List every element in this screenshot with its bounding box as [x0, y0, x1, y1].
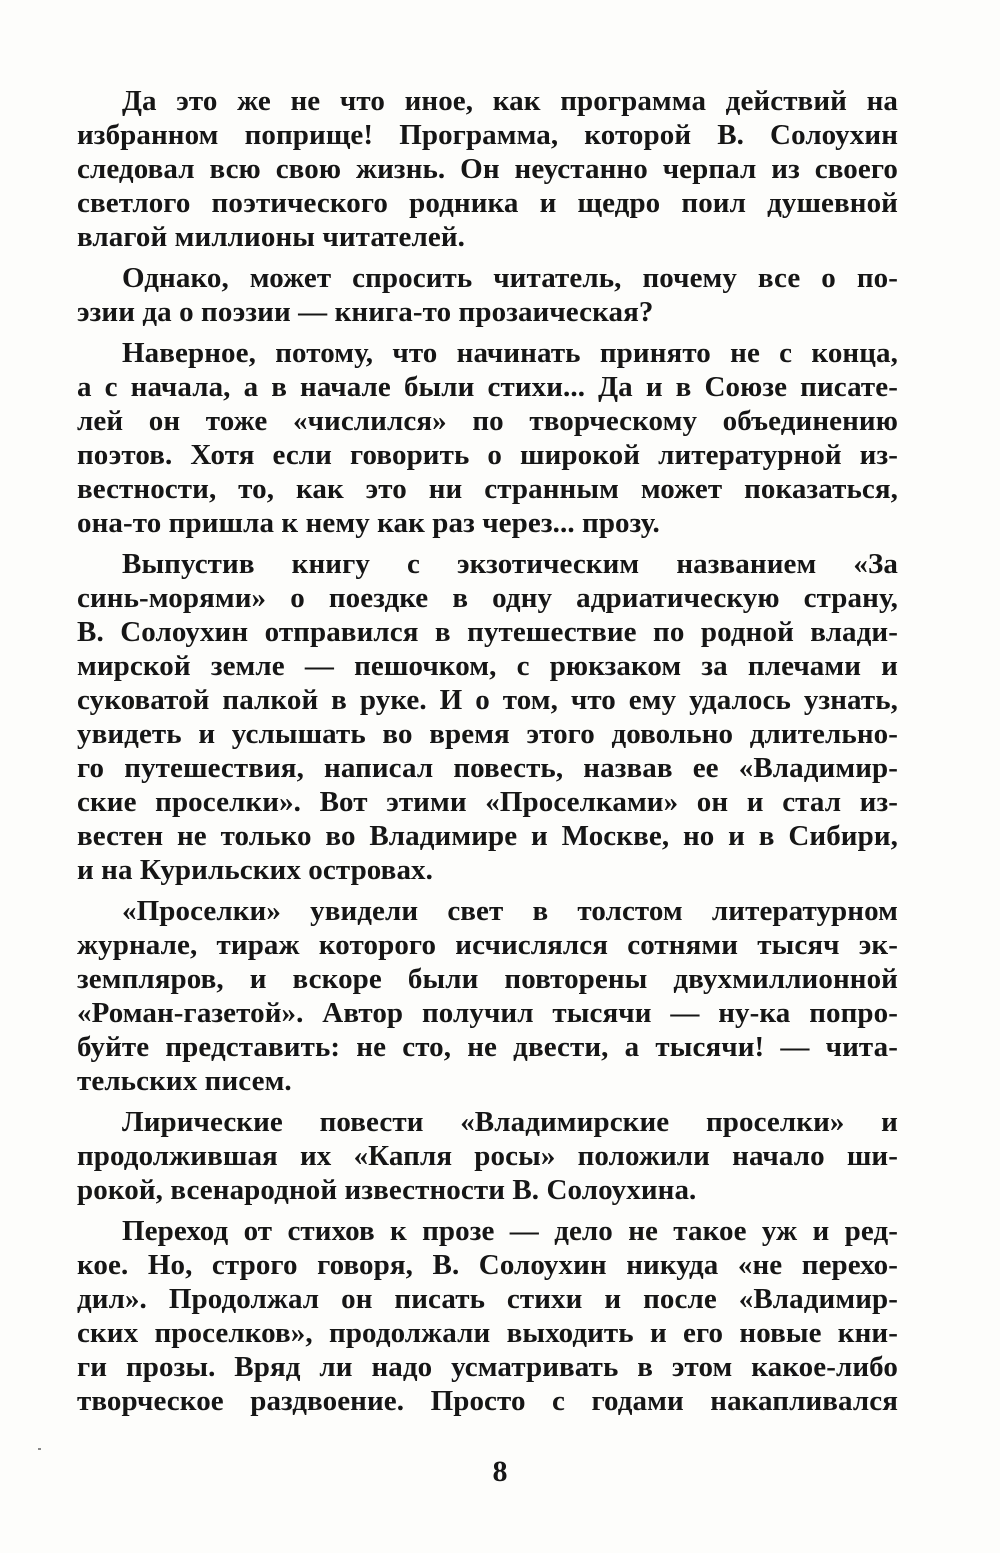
text-line: кое. Но, строго говоря, В. Солоухин никуда «не перехо-: [77, 1249, 898, 1281]
paragraph: [77, 547, 898, 887]
text-line: она-то пришла к нему как раз через... прозу.: [77, 507, 660, 539]
text-line: рокой, всенародной известности В. Солоухина.: [77, 1174, 697, 1206]
text-line: влагой миллионы читателей.: [77, 221, 465, 253]
text-line: светлого поэтического родника и щедро поил душевной: [77, 187, 898, 219]
text-line: Наверное, потому, что начинать принято не с конца,: [122, 337, 898, 369]
text-line: избранном поприще! Программа, которой В. Солоухин: [77, 119, 898, 151]
text-line: Лирические повести «Владимирские проселки» и: [122, 1106, 898, 1138]
paragraph: [77, 84, 898, 254]
text-line: творческое раздвоение. Просто с годами накапливался: [77, 1385, 898, 1417]
text-line: мирской земле — пешочком, с рюкзаком за плечами и: [77, 650, 898, 682]
text-line: ские проселки». Вот этими «Проселками» он и стал из-: [77, 786, 898, 818]
paragraph: [77, 1214, 898, 1418]
text-line: суковатой палкой в руке. И о том, что ему удалось узнать,: [77, 684, 898, 716]
text-line: эзии да о поэзии — книга-то прозаическая?: [77, 296, 654, 328]
paragraph: [77, 1105, 898, 1207]
text-line: В. Солоухин отправился в путешествие по родной влади-: [77, 616, 898, 648]
text-line: дил». Продолжал он писать стихи и после «Владимир-: [77, 1283, 898, 1315]
text-line: «Проселки» увидели свет в толстом литературном: [122, 895, 898, 927]
text-line: ги прозы. Вряд ли надо усматривать в этом какое-либо: [77, 1351, 898, 1383]
text-line: продолжившая их «Капля росы» положили начало ши-: [77, 1140, 898, 1172]
text-line: «Роман-газетой». Автор получил тысячи — ну-ка попро-: [77, 997, 898, 1029]
scan-speck: [38, 1448, 41, 1450]
text-line: а с начала, а в начале были стихи... Да и в Союзе писате-: [77, 371, 898, 403]
text-line: поэтов. Хотя если говорить о широкой литературной из-: [77, 439, 898, 471]
text-line: буйте представить: не сто, не двести, а тысячи! — чита-: [77, 1031, 898, 1063]
text-line: увидеть и услышать во время этого довольно длительно-: [77, 718, 898, 750]
text-line: лей он тоже «числился» по творческому объединению: [77, 405, 898, 437]
text-line: Выпустив книгу с экзотическим названием «За: [122, 548, 898, 580]
text-line: земпляров, и вскоре были повторены двухмиллионной: [77, 963, 898, 995]
text-line: ских проселков», продолжали выходить и его новые кни-: [77, 1317, 898, 1349]
text-line: синь-морями» о поездке в одну адриатическую страну,: [77, 582, 898, 614]
text-line: Да это же не что иное, как программа действий на: [122, 85, 898, 117]
text-line: вестности, то, как это ни странным может показаться,: [77, 473, 898, 505]
body-text: [77, 84, 898, 1425]
text-line: Однако, может спросить читатель, почему все о по-: [122, 262, 898, 294]
paragraph: [77, 336, 898, 540]
text-line: го путешествия, написал повесть, назвав ее «Владимир-: [77, 752, 898, 784]
text-line: Переход от стихов к прозе — дело не такое уж и ред-: [122, 1215, 898, 1247]
text-line: следовал всю свою жизнь. Он неустанно черпал из своего: [77, 153, 898, 185]
page-number: 8: [492, 1455, 508, 1488]
text-line: журнале, тираж которого исчислялся сотнями тысяч эк-: [77, 929, 898, 961]
text-line: тельских писем.: [77, 1065, 292, 1097]
paragraph: [77, 894, 898, 1098]
text-line: и на Курильских островах.: [77, 854, 433, 886]
paragraph: [77, 261, 898, 329]
text-line: вестен не только во Владимире и Москве, но и в Сибири,: [77, 820, 898, 852]
